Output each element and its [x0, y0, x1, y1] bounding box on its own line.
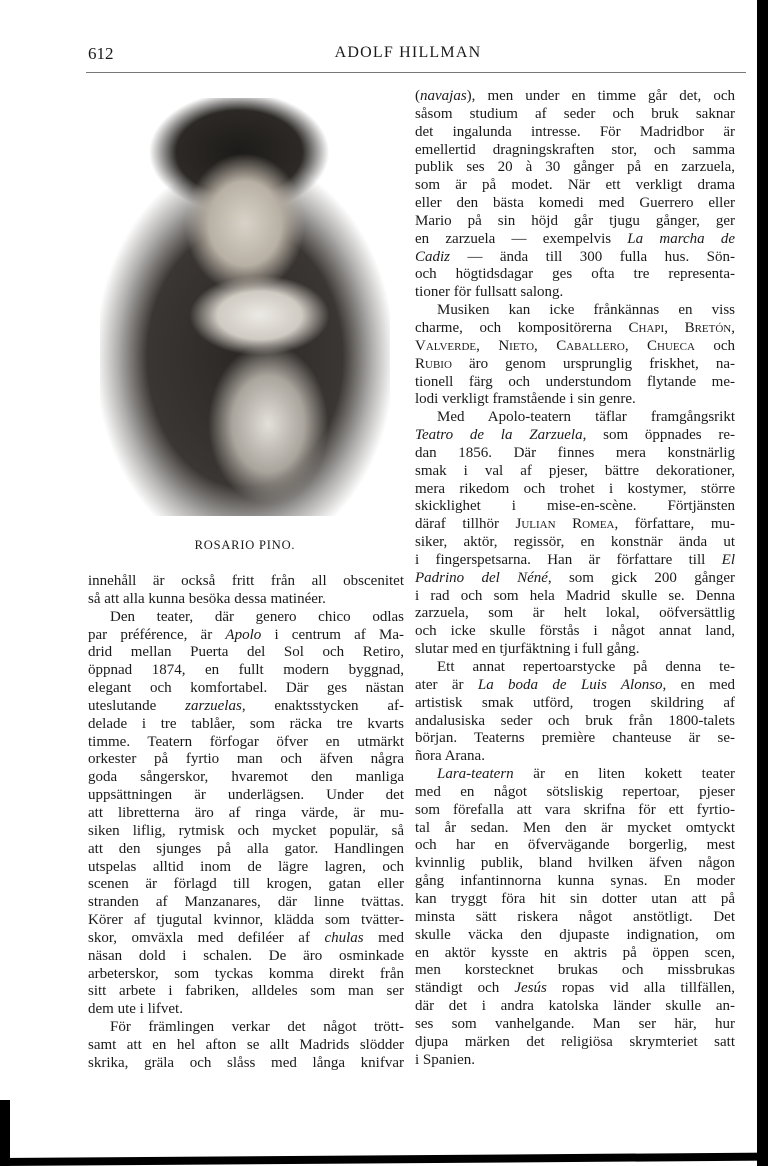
text-line: [88, 627, 404, 645]
text-line: [415, 284, 735, 302]
text-segment: i rad och som hela Madrid skulle se. Denna: [415, 587, 735, 604]
header-rule: [86, 72, 746, 73]
text-line: [415, 784, 735, 802]
text-line: [415, 802, 735, 820]
text-segment: ropas vid alla tillfällen,: [546, 980, 735, 997]
italic-text: chulas: [324, 929, 364, 946]
scan-edge-right: [757, 0, 768, 1166]
italic-text: Cadiz: [415, 248, 451, 265]
text-line: [415, 998, 735, 1016]
text-segment: skicklighet i mise-en-scène. Förtjänsten: [415, 498, 735, 515]
text-segment: öppnad 1874, en fullt modern byggnad,: [88, 662, 404, 679]
text-line: [415, 177, 735, 195]
text-segment: goda sångerskor, hvaremot den manliga: [88, 769, 404, 786]
text-segment: Musiken kan icke frånkännas en viss: [437, 302, 735, 319]
text-line: [415, 213, 735, 231]
text-segment: i centrum af Ma-: [261, 626, 404, 643]
text-line: [88, 983, 404, 1001]
text-segment: gång infantinnorna kunna synas. En moder: [415, 873, 735, 890]
text-line: [415, 713, 735, 731]
small-caps-name: Valverde: [415, 337, 477, 354]
text-line: [88, 912, 404, 930]
text-segment: delade i tre tablåer, som räcka tre kvarts: [88, 715, 404, 732]
italic-text: zarzuelas: [185, 697, 242, 714]
text-segment: ater är: [415, 676, 478, 693]
text-segment: slutar med en tjurfäktning i full gång.: [415, 641, 640, 658]
text-segment: (: [415, 88, 420, 104]
text-segment: lodi verkligt framstående i sin genre.: [415, 391, 636, 408]
text-line: [415, 641, 735, 659]
text-line: [415, 498, 735, 516]
text-segment: orkester på fyrtio man och äfven några: [88, 751, 404, 768]
text-segment: med: [363, 929, 404, 946]
text-line: [415, 266, 735, 284]
text-line: [415, 481, 735, 499]
text-segment: är en liten kokett teater: [513, 766, 735, 783]
text-segment: kvinnlig publik, bland hvilken äfven någon: [415, 855, 735, 872]
text-segment: emellertid dragningskraften stor, och samma: [415, 141, 735, 158]
text-line: [415, 302, 735, 320]
left-column: [88, 573, 404, 1073]
text-segment: dan 1856. Där finnes mera konstnärlig: [415, 444, 735, 461]
text-line: [415, 1052, 735, 1070]
text-segment: så att alla kunna besöka dessa matinéer.: [88, 590, 326, 607]
text-segment: utspelas alltid inom de lägre lagren, och: [88, 858, 404, 875]
text-line: [415, 409, 735, 427]
text-segment: en aktör kysste en aktris på öppen scen,: [415, 944, 735, 961]
text-segment: samt att en hel afton se allt Madrids slödder: [88, 1036, 404, 1053]
running-head: ADOLF HILLMAN: [334, 44, 482, 61]
text-segment: näsan dold i schalen. De äro osminkade: [88, 947, 404, 964]
text-line: [415, 677, 735, 695]
text-segment: ,: [534, 337, 557, 354]
text-line: [88, 948, 404, 966]
text-line: [415, 142, 735, 160]
text-segment: charme, och kompositörerna: [415, 319, 629, 336]
text-line: [88, 751, 404, 769]
text-segment: eller den bästa komedi med Guerrero eller: [415, 195, 735, 212]
text-segment: dem ute i lifvet.: [88, 1001, 183, 1018]
text-segment: att den sjunges på alla gator. Handlingen: [88, 840, 404, 857]
text-segment: scenen är förlagd till krogen, gatan eller: [88, 876, 404, 893]
text-line: [415, 427, 735, 445]
text-line: [415, 748, 735, 766]
italic-text: Teatro de la Zarzuela: [415, 427, 583, 444]
text-segment: tionell färg och understundom flytande me-: [415, 373, 735, 390]
italic-text: Padrino del Néné: [415, 569, 548, 586]
text-line: [415, 534, 735, 552]
text-segment: , en med: [662, 676, 735, 693]
text-line: [88, 644, 404, 662]
text-line: [88, 930, 404, 948]
italic-text: La boda de Luis Alonso: [477, 676, 663, 693]
text-line: [415, 927, 735, 945]
text-line: [88, 823, 404, 841]
text-segment: Den teater, där genero chico odlas: [110, 608, 404, 625]
text-segment: och: [694, 337, 736, 354]
text-segment: För främlingen verkar det något trött-: [110, 1019, 404, 1036]
text-line: [88, 859, 404, 877]
text-segment: och icke skulle förstås i något annat land,: [415, 623, 735, 640]
text-line: [88, 662, 404, 680]
text-segment: siken liflig, rytmisk och mycket populär, så: [88, 822, 404, 839]
text-line: [415, 891, 735, 909]
text-line: [415, 552, 735, 570]
text-segment: sitt arbete i fabriken, alldeles som man ser: [88, 983, 404, 1000]
text-line: [415, 249, 735, 267]
text-segment: skrika, gräla och slåss med långa knifvar: [88, 1054, 404, 1071]
text-segment: , författare, mu-: [614, 516, 735, 533]
text-line: [415, 909, 735, 927]
text-segment: ,: [476, 337, 499, 354]
text-segment: stranden af Manzanares, där linne tvättas.: [88, 894, 404, 911]
text-segment: , enaktsstycken af-: [241, 697, 404, 714]
text-segment: timme. Teatern förfogar öfver en utmärkt: [88, 733, 404, 750]
small-caps-name: Bretón: [684, 319, 732, 336]
text-segment: däraf tillhör: [415, 516, 516, 533]
text-line: [88, 698, 404, 716]
text-line: [415, 980, 735, 998]
text-line: [415, 195, 735, 213]
text-segment: publik ses 20 à 30 gånger på en zarzuela,: [415, 159, 735, 176]
text-segment: Körer af tjugutal kvinnor, klädda som tvätter-: [88, 912, 404, 929]
text-line: [415, 124, 735, 142]
portrait-photo: [100, 98, 390, 516]
text-segment: ñora Arana.: [415, 748, 485, 765]
small-caps-name: Julian Romea: [515, 516, 615, 533]
text-segment: ,: [624, 337, 648, 354]
text-line: [415, 855, 735, 873]
text-line: [415, 374, 735, 392]
small-caps-name: Caballero: [556, 337, 625, 354]
text-line: [88, 787, 404, 805]
text-line: [415, 623, 735, 641]
text-segment: början. Teaterns première chanteuse är se-: [415, 730, 735, 747]
text-segment: mera rikedom och trohet i kostymer, större: [415, 480, 735, 497]
text-segment: Ett annat repertoarstycke på denna te-: [437, 659, 735, 675]
text-segment: där det i andra katolska länder skulle an-: [415, 998, 735, 1015]
text-line: [415, 1034, 735, 1052]
text-segment: det ingalunda intresse. För Madridbor är: [415, 123, 735, 140]
text-segment: elegant och komfortabel. Där ges nästan: [88, 680, 404, 697]
text-segment: ,: [664, 319, 685, 336]
scan-edge-left: [0, 1100, 10, 1166]
text-line: [415, 945, 735, 963]
text-segment: arbeterskor, som tyckas komma direkt från: [88, 965, 404, 982]
small-caps-name: Chapi: [628, 319, 665, 336]
text-segment: uppsättningen är underlägsen. Under det: [88, 787, 404, 804]
text-line: [415, 320, 735, 338]
text-segment: Mario på sin höjd går tjugu gånger, ger: [415, 212, 735, 229]
text-segment: i fingerspetsarna. Han är författare till: [415, 551, 722, 568]
figure-caption: ROSARIO PINO.: [194, 538, 296, 552]
text-line: [415, 106, 735, 124]
text-line: [415, 463, 735, 481]
text-line: [415, 605, 735, 623]
text-segment: drid mellan Puerta del Sol och Retiro,: [88, 644, 404, 661]
text-line: [415, 837, 735, 855]
text-segment: som är på modet. När ett verkligt drama: [415, 177, 735, 194]
text-segment: en zarzuela — exempelvis: [415, 230, 628, 247]
right-column: [415, 88, 735, 1069]
text-segment: som förefalla att vara skrifna för ett fyrtio-: [415, 801, 735, 818]
text-line: [415, 391, 735, 409]
text-segment: , som öppnades re-: [582, 427, 735, 444]
text-segment: men korstecknet brukas och missbrukas: [415, 962, 735, 979]
text-line: [415, 730, 735, 748]
text-line: [415, 962, 735, 980]
text-line: [415, 588, 735, 606]
text-segment: äro genom ursprunglig friskhet, na-: [451, 355, 735, 372]
text-segment: par préférence, är: [88, 626, 226, 643]
text-line: [88, 734, 404, 752]
text-segment: djupa märken det religiösa skrymteriet satt: [415, 1033, 735, 1050]
italic-text: El: [721, 551, 735, 568]
text-segment: smak i val af pjeser, bättre dekorationer,: [415, 462, 735, 479]
text-segment: skulle väcka den djupaste indignation, om: [415, 926, 735, 943]
text-line: [88, 805, 404, 823]
text-line: [415, 356, 735, 374]
text-line: [415, 445, 735, 463]
text-segment: tal år sedan. Men den är mycket omtyckt: [415, 819, 735, 836]
text-segment: siker, aktör, regissör, en konstnär ända ut: [415, 534, 735, 551]
text-line: [88, 894, 404, 912]
text-segment: kan tryggt föra hit sin dotter utan att på: [415, 890, 735, 907]
text-line: [88, 1019, 404, 1037]
text-line: [88, 769, 404, 787]
text-segment: zarzuela, som är helt lokal, oöfversättlig: [415, 605, 735, 622]
text-line: [415, 873, 735, 891]
text-line: [415, 766, 735, 784]
text-segment: ständigt och: [415, 980, 515, 997]
text-segment: i Spanien.: [415, 1051, 475, 1068]
text-line: [88, 876, 404, 894]
text-line: [415, 695, 735, 713]
text-line: [415, 659, 735, 677]
text-line: [415, 338, 735, 356]
text-segment: skor, omväxla med defiléer af: [88, 929, 325, 946]
text-segment: ses som vanhelgande. Man ser här, hur: [415, 1015, 735, 1032]
italic-text: navajas: [420, 88, 467, 104]
text-line: [415, 159, 735, 177]
text-line: [415, 231, 735, 249]
text-line: [88, 591, 404, 609]
text-line: [88, 609, 404, 627]
text-segment: tioner för fullsatt salong.: [415, 284, 564, 301]
scan-edge-bottom: [0, 1153, 768, 1166]
italic-text: Jesús: [514, 980, 547, 997]
text-segment: ), men under en timme går det, och: [466, 88, 735, 104]
text-segment: ,: [731, 319, 735, 336]
text-line: [415, 820, 735, 838]
text-line: [88, 1001, 404, 1019]
text-line: [88, 1055, 404, 1073]
italic-text: Lara-teatern: [437, 766, 514, 783]
text-segment: andalusiska seder och bruk från 1800-talets: [415, 712, 735, 729]
italic-text: La marcha de: [627, 230, 736, 247]
text-segment: innehåll är också fritt från all obscenitet: [88, 573, 404, 589]
text-segment: , som gick 200 gånger: [547, 569, 735, 586]
text-segment: med en något sötsliskig repertoar, pjeser: [415, 783, 735, 800]
text-segment: och högtidsdagar ges ofta tre representa-: [415, 266, 735, 283]
text-segment: att libretterna äro af ringa värde, är mu-: [88, 804, 404, 821]
text-segment: och har en öfvervägande borgerlig, mest: [415, 837, 735, 854]
text-line: [88, 680, 404, 698]
small-caps-name: Chueca: [647, 337, 695, 354]
text-line: [415, 88, 735, 106]
text-segment: artistisk smak utförd, trogen skildring af: [415, 694, 735, 711]
text-segment: uteslutande: [88, 697, 186, 714]
text-line: [88, 841, 404, 859]
text-segment: Med Apolo-teatern täflar framgångsrikt: [437, 409, 735, 426]
text-line: [415, 570, 735, 588]
text-segment: minsta sätt riskera något anstötligt. Det: [415, 908, 735, 925]
text-line: [88, 716, 404, 734]
text-line: [415, 516, 735, 534]
small-caps-name: Rubio: [415, 355, 452, 372]
text-line: [88, 1037, 404, 1055]
text-line: [88, 573, 404, 591]
text-segment: såsom studium af seder och bruk saknar: [415, 105, 735, 122]
text-line: [415, 1016, 735, 1034]
italic-text: Apolo: [225, 626, 262, 643]
page-number: 612: [88, 44, 114, 63]
small-caps-name: Nieto: [498, 337, 535, 354]
text-line: [88, 966, 404, 984]
text-segment: — ända till 300 fulla hus. Sön-: [450, 248, 735, 265]
